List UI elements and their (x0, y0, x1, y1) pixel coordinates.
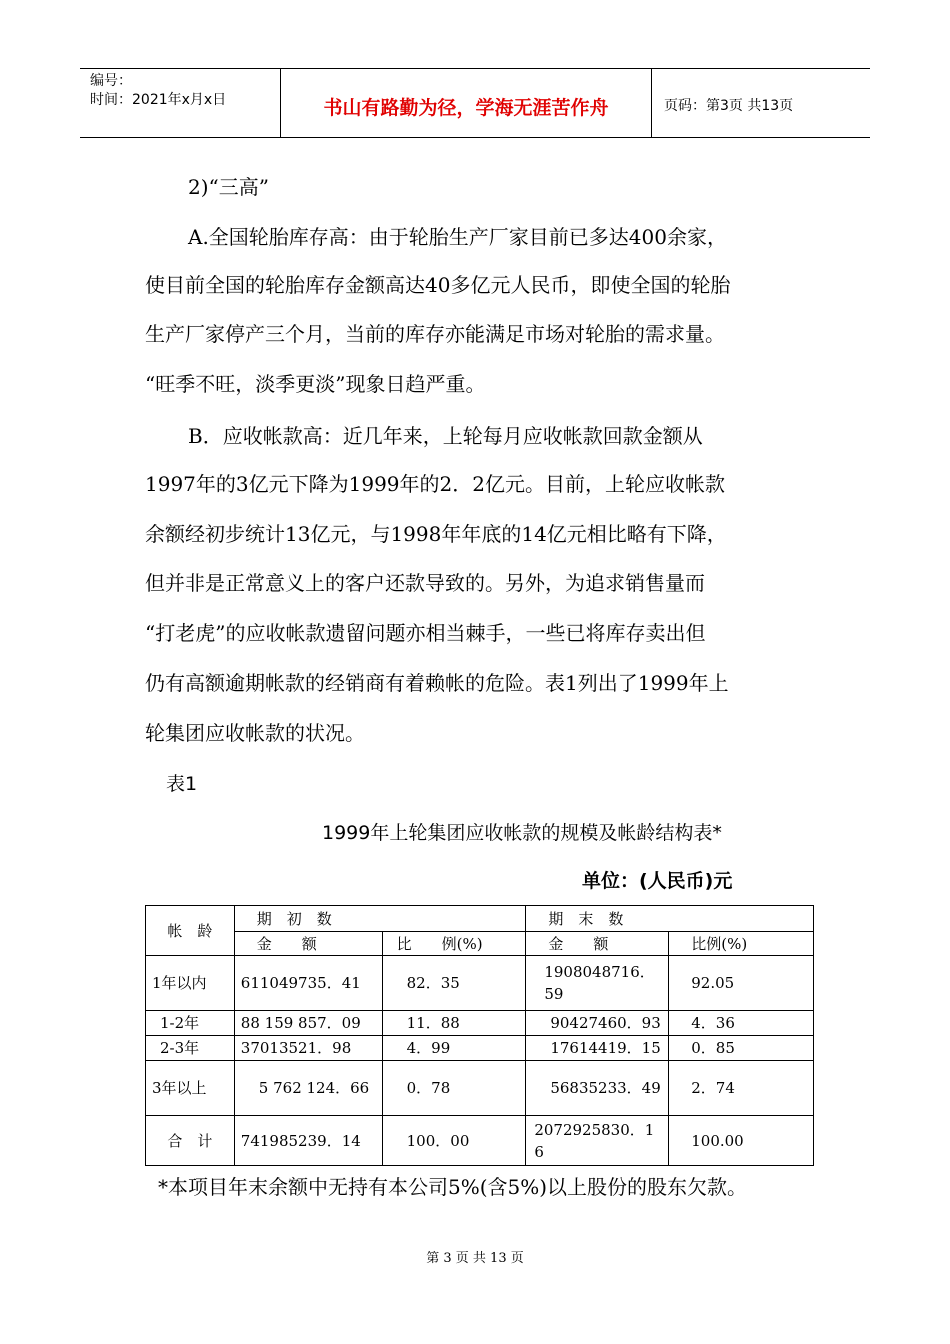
header-motto: 书山有路勤为径，学海无涯苦作舟 (323, 97, 609, 119)
cell-begin-ratio: 0．78 (382, 1061, 526, 1116)
para-b-line: 余额经初步统计13亿元，与1998年年底的14亿元相比略有下降， (145, 522, 727, 546)
para-b-line: B．应收帐款高：近几年来，上轮每月应收帐款回款金额从 (188, 424, 703, 448)
cell-age: 2-3年 (146, 1036, 235, 1061)
subheader-ratio-end: 比例(%) (669, 932, 814, 956)
table-subheader-row (146, 932, 814, 956)
cell-end-ratio: 100.00 (669, 1116, 814, 1166)
table-row (146, 1061, 814, 1116)
para-b-line: 但并非是正常意义上的客户还款导致的。另外，为追求销售量而 (145, 571, 705, 595)
cell-age: 1-2年 (146, 1011, 235, 1036)
cell-begin-amount: 611049735．41 (234, 956, 382, 1011)
page-header (80, 68, 870, 138)
cell-end-amount: 1908048716．59 (526, 956, 669, 1011)
cell-age: 1年以内 (146, 956, 235, 1011)
table-row (146, 1011, 814, 1036)
para-a-line: 使目前全国的轮胎库存金额高达40多亿元人民币，即使全国的轮胎 (145, 273, 731, 297)
para-a-line: “旺季不旺，淡季更淡”现象日趋严重。 (145, 372, 486, 396)
cell-end-ratio: 92.05 (669, 956, 814, 1011)
header-page-info: 页码：第3页 共13页 (664, 98, 794, 114)
cell-begin-ratio: 4．99 (382, 1036, 526, 1061)
cell-end-amount: 90427460．93 (526, 1011, 669, 1036)
para-a-line: A.全国轮胎库存高：由于轮胎生产厂家目前已多达400余家， (188, 225, 727, 249)
cell-begin-ratio: 100．00 (382, 1116, 526, 1166)
cell-begin-amount: 37013521．98 (234, 1036, 382, 1061)
page-footer: 第 3 页 共 13 页 (426, 1251, 524, 1266)
document-number-label: 编号： (90, 73, 132, 89)
section-title: 2)“三高” (188, 175, 269, 199)
table-footnote: *本项目年末余额中无持有本公司5%(含5%)以上股份的股东欠款。 (158, 1175, 748, 1199)
cell-age: 合 计 (146, 1116, 235, 1166)
table-row (146, 1036, 814, 1061)
table-unit: 单位：(人民币)元 (582, 870, 733, 892)
receivables-table (145, 905, 814, 1166)
cell-begin-ratio: 11．88 (382, 1011, 526, 1036)
table-row (146, 956, 814, 1011)
para-b-line: 仍有高额逾期帐款的经销商有着赖帐的危险。表1列出了1999年上 (145, 671, 729, 695)
header-motto-cell (280, 69, 652, 137)
document-date-label: 时间：2021年x月x日 (90, 92, 227, 108)
header-meta-cell (80, 69, 280, 137)
table-label: 表1 (166, 773, 198, 795)
header-page-cell (652, 69, 870, 137)
cell-end-amount: 2072925830．16 (526, 1116, 669, 1166)
cell-end-amount: 17614419．15 (526, 1036, 669, 1061)
header-end: 期 末 数 (526, 906, 814, 932)
cell-begin-amount: 741985239．14 (234, 1116, 382, 1166)
table-total-row (146, 1116, 814, 1166)
header-age: 帐 龄 (146, 906, 235, 956)
cell-age: 3年以上 (146, 1061, 235, 1116)
para-b-line: 轮集团应收帐款的状况。 (145, 721, 365, 745)
cell-begin-amount: 5 762 124．66 (234, 1061, 382, 1116)
subheader-amount-begin: 金 额 (234, 932, 382, 956)
cell-end-ratio: 2．74 (669, 1061, 814, 1116)
subheader-ratio-begin: 比 例(%) (382, 932, 526, 956)
cell-begin-ratio: 82．35 (382, 956, 526, 1011)
header-begin: 期 初 数 (234, 906, 526, 932)
para-a-line: 生产厂家停产三个月，当前的库存亦能满足市场对轮胎的需求量。 (145, 322, 725, 346)
cell-end-ratio: 4．36 (669, 1011, 814, 1036)
cell-end-amount: 56835233．49 (526, 1061, 669, 1116)
subheader-amount-end: 金 额 (526, 932, 669, 956)
para-b-line: 1997年的3亿元下降为1999年的2．2亿元。目前，上轮应收帐款 (145, 472, 725, 496)
cell-begin-amount: 88 159 857．09 (234, 1011, 382, 1036)
cell-end-ratio: 0．85 (669, 1036, 814, 1061)
table-title: 1999年上轮集团应收帐款的规模及帐龄结构表* (322, 822, 722, 844)
table-header-row (146, 906, 814, 932)
para-b-line: “打老虎”的应收帐款遗留问题亦相当棘手，一些已将库存卖出但 (145, 621, 706, 645)
